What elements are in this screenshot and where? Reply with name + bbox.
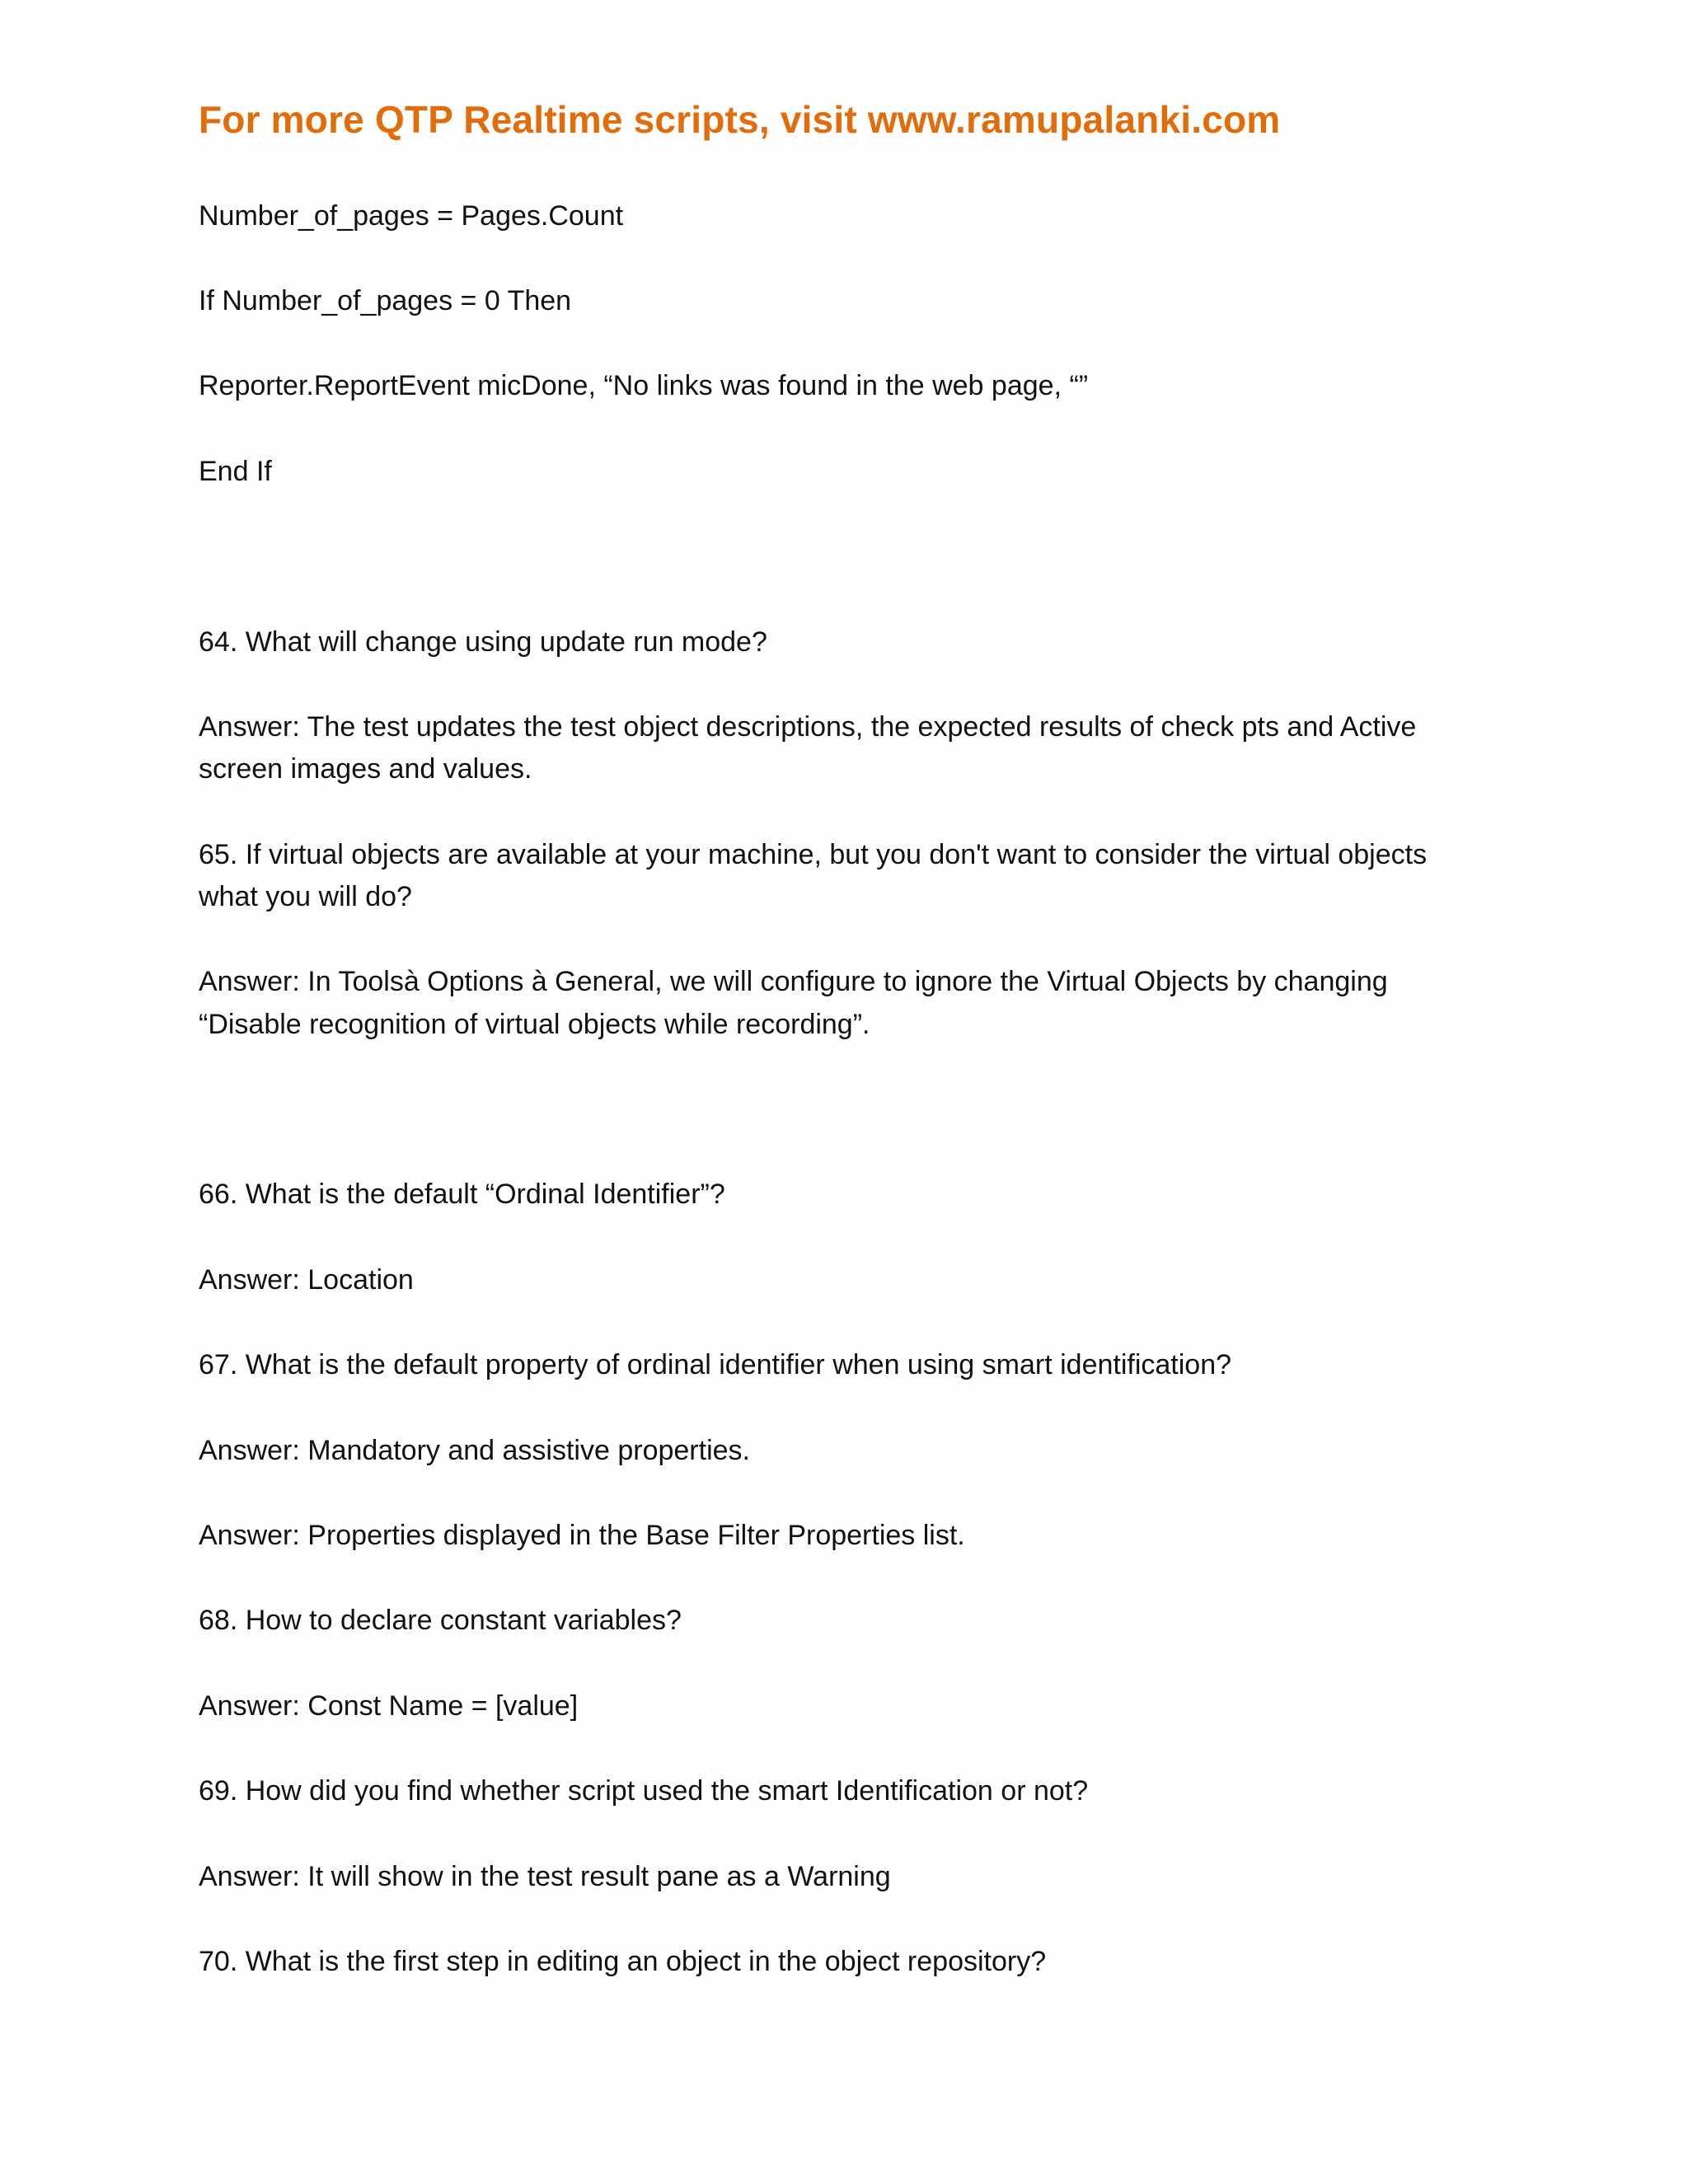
answer-64: Answer: The test updates the test object descriptions, the expected results of check pts and Active	[199, 711, 1417, 743]
answer-65-continued: “Disable recognition of virtual objects while recording”.	[199, 1009, 870, 1040]
question-65: 65. If virtual objects are available at your machine, but you don't want to consider the virtual objects	[199, 839, 1428, 870]
question-67: 67. What is the default property of ordinal identifier when using smart identification?	[199, 1349, 1232, 1380]
answer-65: Answer: In Toolsà Options à General, we will configure to ignore the Virtual Objects by changing	[199, 966, 1388, 997]
answer-64-continued: screen images and values.	[199, 753, 532, 785]
code-line: End If	[199, 456, 272, 487]
code-line: Reporter.ReportEvent micDone, “No links was found in the web page, “”	[199, 370, 1089, 401]
answer-67-alternate: Answer: Properties displayed in the Base Filter Properties list.	[199, 1520, 965, 1551]
code-line: If Number_of_pages = 0 Then	[199, 285, 572, 316]
question-68: 68. How to declare constant variables?	[199, 1605, 682, 1636]
answer-68: Answer: Const Name = [value]	[199, 1690, 579, 1722]
question-69: 69. How did you find whether script used the smart Identification or not?	[199, 1775, 1089, 1807]
answer-67: Answer: Mandatory and assistive properties.	[199, 1435, 750, 1466]
question-66: 66. What is the default “Ordinal Identifier”?	[199, 1179, 725, 1210]
code-line: Number_of_pages = Pages.Count	[199, 200, 624, 232]
question-70: 70. What is the first step in editing an object in the object repository?	[199, 1946, 1047, 1977]
question-65-continued: what you will do?	[199, 881, 412, 912]
answer-66: Answer: Location	[199, 1264, 414, 1296]
question-64: 64. What will change using update run mode?	[199, 626, 767, 658]
site-promo-header: For more QTP Realtime scripts, visit www.ramupalanki.com	[199, 98, 1281, 141]
answer-69: Answer: It will show in the test result pane as a Warning	[199, 1861, 891, 1892]
